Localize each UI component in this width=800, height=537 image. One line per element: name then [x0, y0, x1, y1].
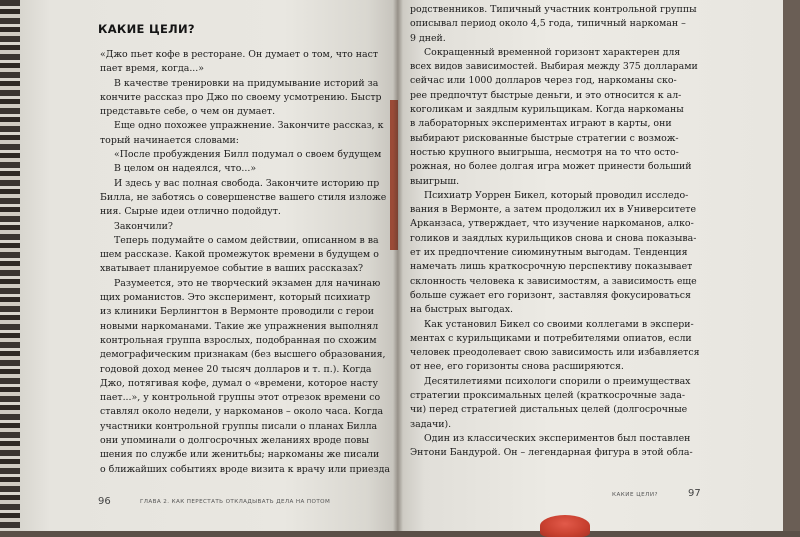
text-line: И здесь у вас полная свобода. Закончите историю пр: [114, 177, 380, 189]
text-line: больше сужает его горизонт, заставляя фокусироваться: [410, 289, 691, 301]
chapter-title: КАКИЕ ЦЕЛИ?: [98, 22, 195, 36]
text-line: родственников. Типичный участник контрольной группы: [410, 4, 697, 15]
text-line: задачи).: [410, 418, 452, 430]
text-line: выигрыш.: [410, 175, 460, 187]
text-line: Один из классических экспериментов был поставлен: [424, 432, 691, 444]
text-line: шения по службе или женитьбы; наркоманы же писали: [100, 449, 380, 461]
text-line: В качестве тренировки на придумывание историй за: [114, 77, 379, 89]
text-line: из клиники Берлингтон в Вермонте проводили с герои: [100, 306, 375, 318]
text-line: торый начинается словами:: [100, 134, 239, 146]
text-line: Теперь подумайте о самом действии, описанном в ва: [114, 234, 379, 246]
text-line: склонность человека к зависимостям, а зависимость еще: [410, 275, 697, 287]
text-line: они упоминали о долгосрочных желаниях вроде повы: [100, 435, 369, 447]
text-line: Закончили?: [114, 220, 173, 232]
text-line: годовой доход менее 20 тысяч долларов и т. п.). Когда: [100, 363, 372, 375]
page-edge: [783, 0, 800, 531]
right-page-text: [410, 3, 700, 461]
text-line: намечать лишь краткосрочную перспективу показывает: [410, 261, 693, 273]
text-line: «Джо пьет кофе в ресторане. Он думает о том, что наст: [100, 49, 379, 60]
text-line: Энтони Бандурой. Он – легендарная фигура в этой обла-: [410, 447, 693, 459]
text-line: Психиатр Уоррен Бикел, который проводил исследо-: [424, 189, 689, 201]
text-line: Разумеется, это не творческий экзамен для начинаю: [114, 277, 381, 289]
text-line: кончите рассказ про Джо по своему усмотрению. Быстр: [100, 91, 382, 103]
text-line: от нее, его горизонты снова расширяются.: [410, 361, 624, 373]
text-line: участники контрольной группы писали о планах Билла: [100, 420, 378, 432]
text-line: коголикам и заядлым курильщикам. Когда наркоманы: [410, 104, 684, 116]
text-line: в лабораторных экспериментах играют в карты, они: [410, 118, 672, 130]
text-line: стратегии проксимальных целей (краткосрочные зада-: [410, 390, 685, 402]
text-line: сейчас или 1000 долларов через год, наркоманы ско-: [410, 75, 677, 87]
text-line: 9 дней.: [410, 32, 446, 44]
text-line: ет их предпочтение сиюминутным выгодам. Тенденция: [410, 247, 688, 259]
text-line: демографическим признакам (без высшего образования,: [100, 349, 386, 361]
page-number-left: 96: [98, 496, 111, 507]
text-line: «После пробуждения Билл подумал о своем будущем: [114, 149, 382, 161]
text-line: всех видов зависимостей. Выбирая между 375 долларами: [410, 61, 698, 73]
fingertip: [540, 515, 590, 537]
text-line: новыми наркоманами. Такие же упражнения выполнял: [100, 320, 379, 332]
text-line: Сокращенный временной горизонт характерен для: [424, 46, 681, 58]
text-line: голиков и заядлых курильщиков снова и снова показыва-: [410, 232, 697, 244]
text-line: о ближайших событиях вроде визита к врачу или приезда: [100, 463, 391, 475]
text-line: рожная, но более долгая игра может принести больший: [410, 161, 692, 173]
text-line: Джо, потягивая кофе, думал о «времени, которое насту: [100, 377, 379, 389]
text-line: представьте себе, о чем он думает.: [100, 106, 276, 118]
left-page-text: [100, 48, 392, 477]
text-line: шем рассказе. Какой промежуток времени в будущем о: [100, 249, 379, 261]
text-line: выбирают рискованные быстрые стратегии с возмож-: [410, 132, 679, 144]
text-line: ния. Сырые идеи отлично подойдут.: [100, 206, 281, 218]
book-gutter: [393, 0, 403, 531]
running-footer-left: ГЛАВА 2. КАК ПЕРЕСТАТЬ ОТКЛАДЫВАТЬ ДЕЛА НА ПОТОМ: [140, 499, 331, 505]
text-line: пает время, когда...»: [100, 63, 204, 75]
cover-pattern: [0, 0, 20, 531]
text-line: Еще одно похожее упражнение. Закончите рассказ, к: [114, 120, 384, 132]
text-line: Билла, не заботясь о совершенстве вашего стиля изложе: [100, 191, 387, 203]
text-line: чи) перед стратегией дистальных целей (долгосрочные: [410, 404, 688, 416]
text-line: контрольная группа взрослых, подобранная по схожим: [100, 334, 377, 346]
text-line: хватывает планируемое событие в ваших рассказах?: [100, 263, 364, 275]
text-line: ностью крупного выигрыша, несмотря на то что осто-: [410, 146, 679, 158]
text-line: Десятилетиями психологи спорили о преимуществах: [424, 375, 691, 387]
page-number-right: 97: [688, 488, 701, 499]
text-line: вания в Вермонте, а затем продолжил их в Университете: [410, 204, 697, 216]
text-line: рее предпочтут быстрые деньги, и это относится к ал-: [410, 89, 682, 101]
text-line: пает...», у контрольной группы этот отрезок времени со: [100, 392, 381, 404]
text-line: Арканзаса, утверждает, что изучение наркоманов, алко-: [410, 218, 694, 230]
text-line: на быстрых выгодах.: [410, 304, 514, 316]
text-line: описывал период около 4,5 года, типичный наркоман –: [410, 18, 686, 30]
text-line: человек преодолевает свою зависимость или избавляется: [410, 347, 700, 359]
text-line: ставлял около недели, у наркоманов – около часа. Когда: [100, 406, 384, 418]
text-line: Как установил Бикел со своими коллегами в экспери-: [424, 318, 694, 330]
text-line: В целом он надеялся, что...»: [114, 163, 257, 175]
text-line: ментах с курильщиками и потребителями опиатов, если: [410, 332, 692, 344]
running-footer-right: КАКИЕ ЦЕЛИ?: [612, 492, 659, 498]
text-line: щих романистов. Это эксперимент, который психиатр: [100, 292, 371, 304]
